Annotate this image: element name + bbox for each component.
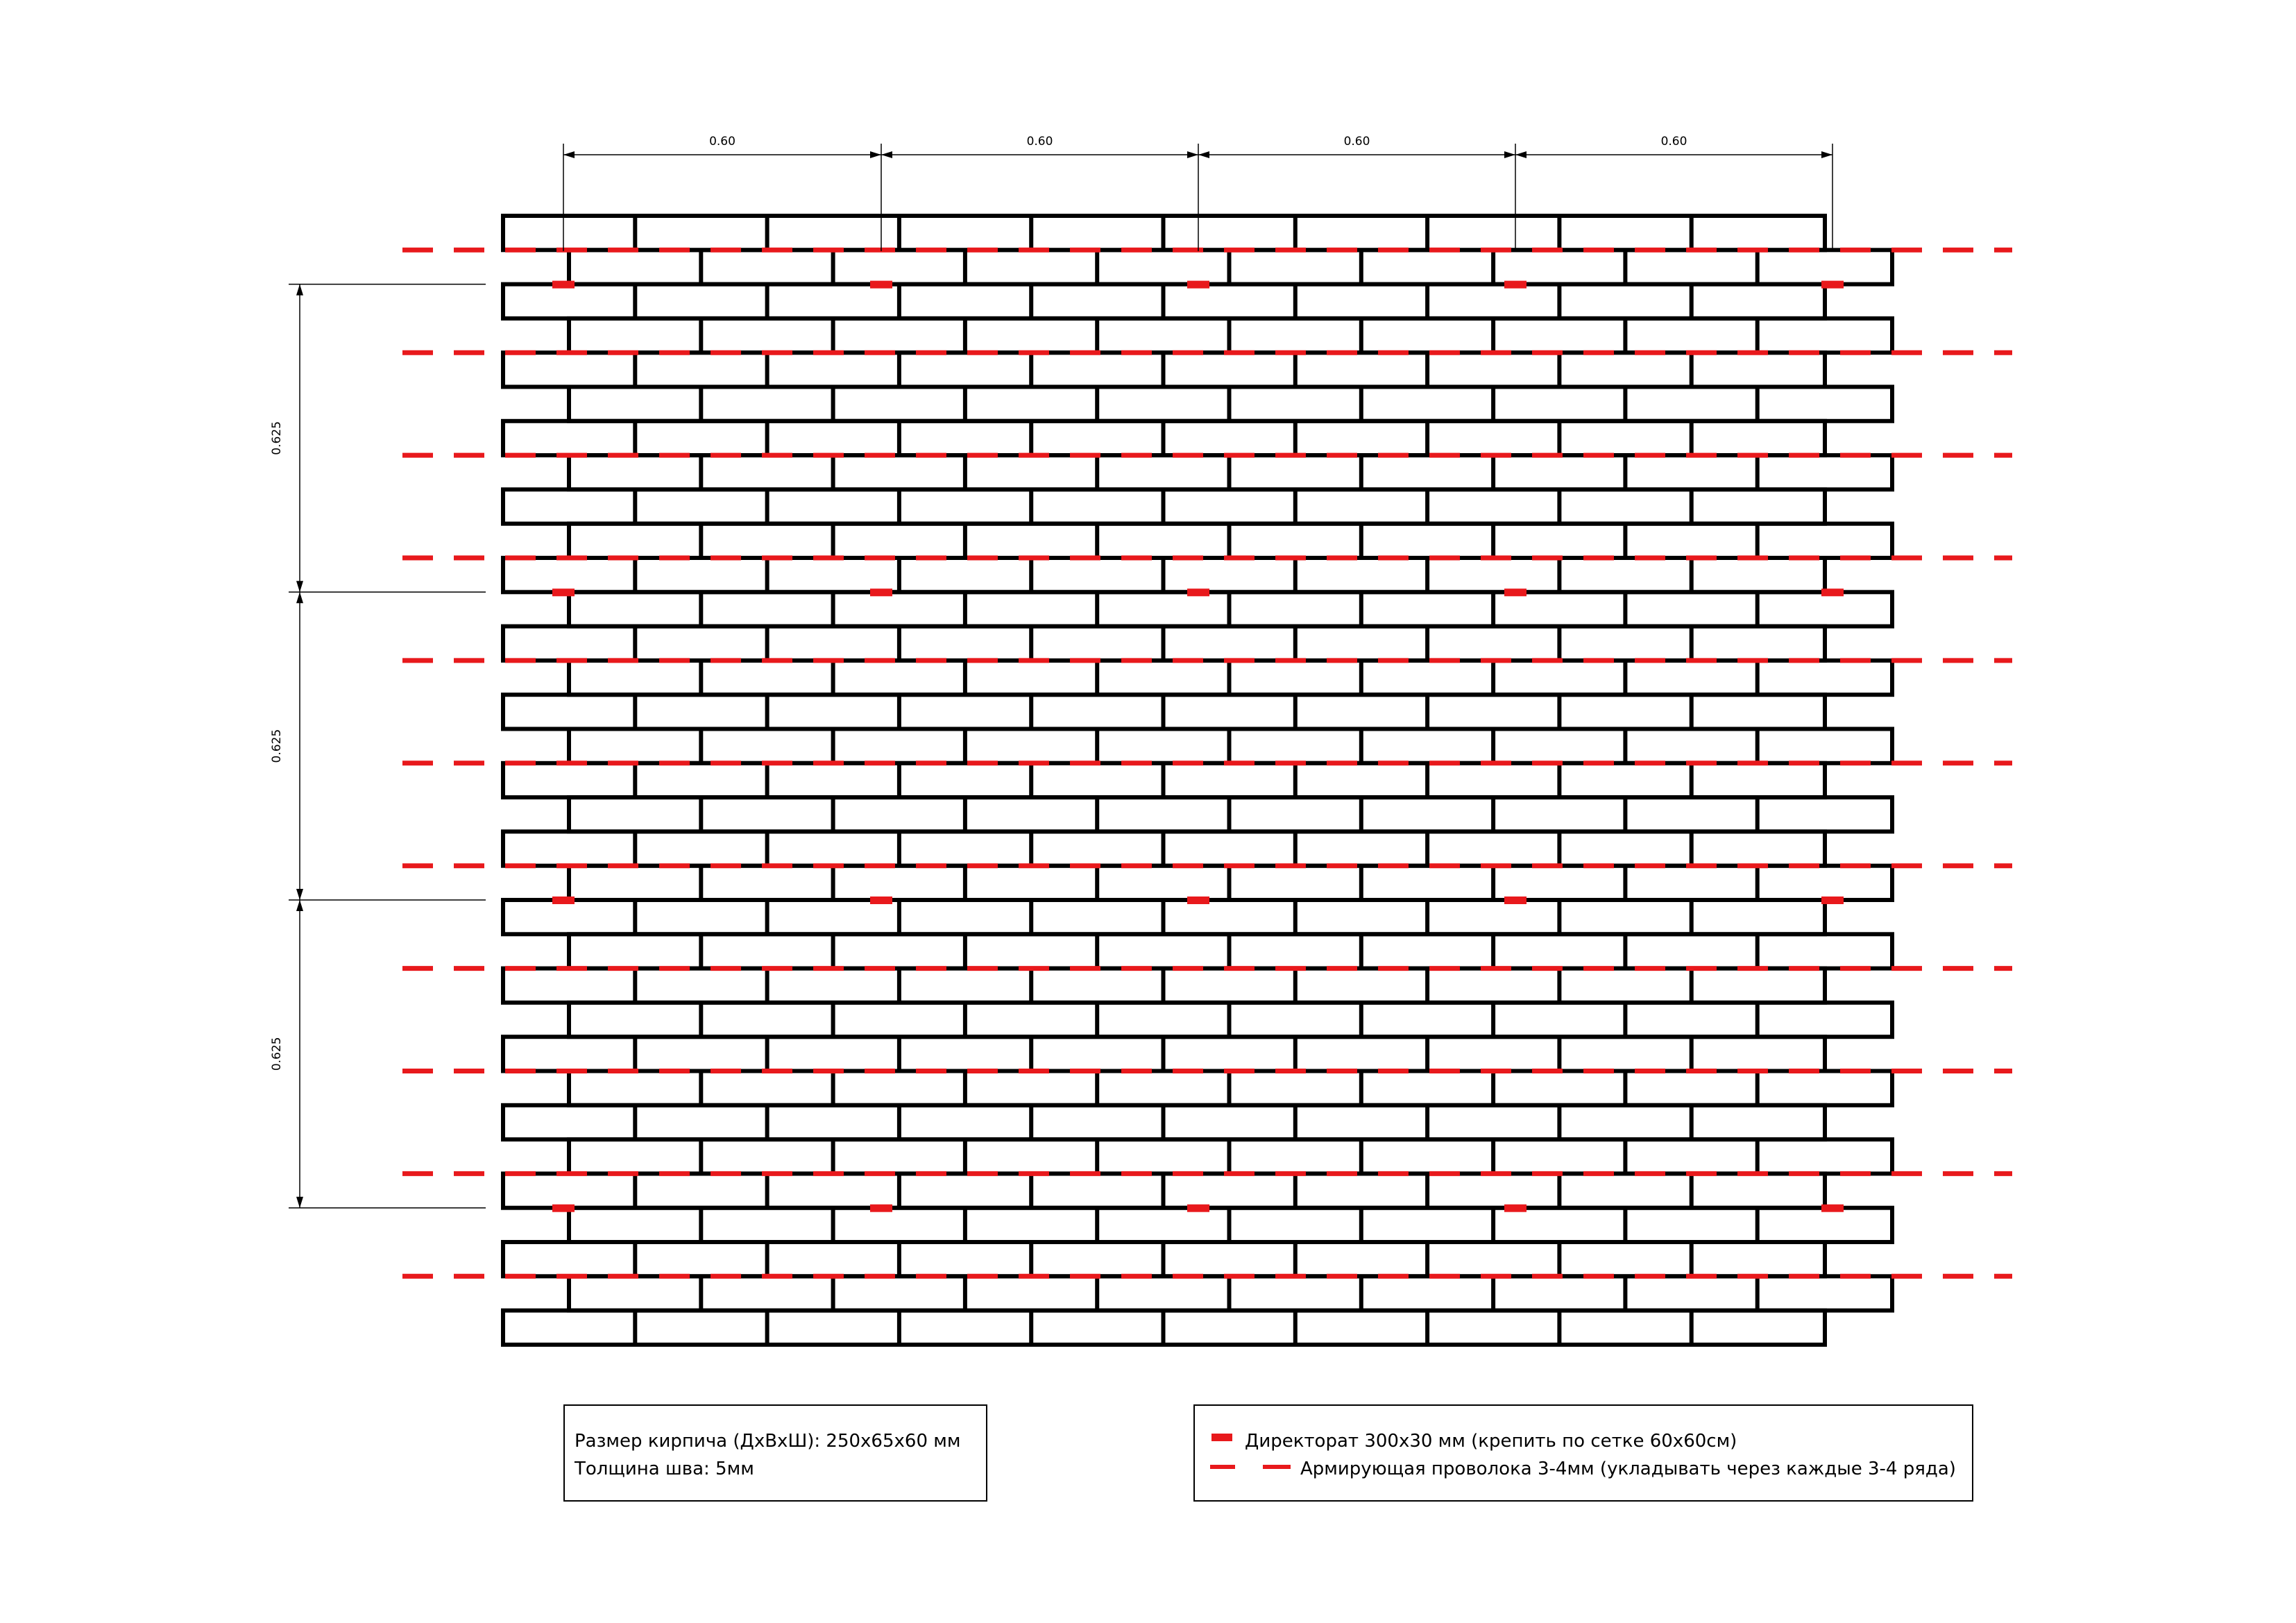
anchor-mark — [552, 281, 575, 289]
anchor-mark — [1504, 1205, 1527, 1212]
anchor-mark — [552, 588, 575, 596]
dimension-arrow — [1187, 151, 1198, 158]
vertical-dimension-label: 0.625 — [270, 421, 284, 455]
anchor-mark — [552, 897, 575, 904]
anchor-mark — [1187, 281, 1209, 289]
anchor-mark — [870, 897, 892, 904]
anchor-mark — [1821, 281, 1844, 289]
brick-size-text: Размер кирпича (ДхВхШ): 250х65х60 мм — [575, 1431, 961, 1452]
horizontal-dimensions — [563, 135, 1832, 251]
legend-brick-info — [563, 1404, 987, 1502]
anchor-mark — [1504, 281, 1527, 289]
dimension-arrow — [296, 889, 303, 900]
anchor-mark — [1187, 588, 1209, 596]
anchor-mark — [870, 588, 892, 596]
dimension-arrow — [1504, 151, 1515, 158]
horizontal-dimension-label: 0.60 — [709, 135, 735, 148]
horizontal-dimension-label: 0.60 — [1660, 135, 1687, 148]
joint-thickness-text: Толщина шва: 5мм — [575, 1459, 754, 1479]
dimension-arrow — [870, 151, 881, 158]
vertical-dimensions — [270, 284, 486, 1208]
dimension-arrow — [563, 151, 575, 158]
dimension-arrow — [1821, 151, 1832, 158]
horizontal-dimension-label: 0.60 — [1343, 135, 1370, 148]
dimension-arrow — [1515, 151, 1527, 158]
wire-key-icon — [1209, 1460, 1299, 1474]
anchor-mark — [870, 1205, 892, 1212]
anchor-key-icon — [1210, 1431, 1238, 1445]
anchor-mark — [1187, 897, 1209, 904]
dimension-arrow — [296, 581, 303, 592]
horizontal-dimension-label: 0.60 — [1026, 135, 1053, 148]
anchor-legend-text: Директорат 300х30 мм (крепить по сетке 60х60см) — [1245, 1431, 1737, 1452]
dimension-arrow — [296, 900, 303, 911]
anchor-mark — [1504, 588, 1527, 596]
wire-legend-text: Армирующая проволока 3-4мм (укладывать через каждые 3-4 ряда) — [1300, 1459, 1956, 1479]
anchor-mark — [1504, 897, 1527, 904]
dimension-arrow — [1198, 151, 1209, 158]
anchor-mark — [870, 281, 892, 289]
vertical-dimension-label: 0.625 — [270, 1037, 284, 1071]
dimension-arrow — [881, 151, 892, 158]
anchor-mark — [552, 1205, 575, 1212]
anchor-mark — [1821, 1205, 1844, 1212]
anchor-mark — [1187, 1205, 1209, 1212]
anchor-mark — [1821, 588, 1844, 596]
anchor-mark — [1821, 897, 1844, 904]
vertical-dimension-label: 0.625 — [270, 729, 284, 763]
dimension-arrow — [296, 592, 303, 603]
dimension-arrow — [296, 1197, 303, 1208]
dimension-arrow — [296, 284, 303, 296]
legend-reinforcement — [1193, 1404, 1973, 1502]
